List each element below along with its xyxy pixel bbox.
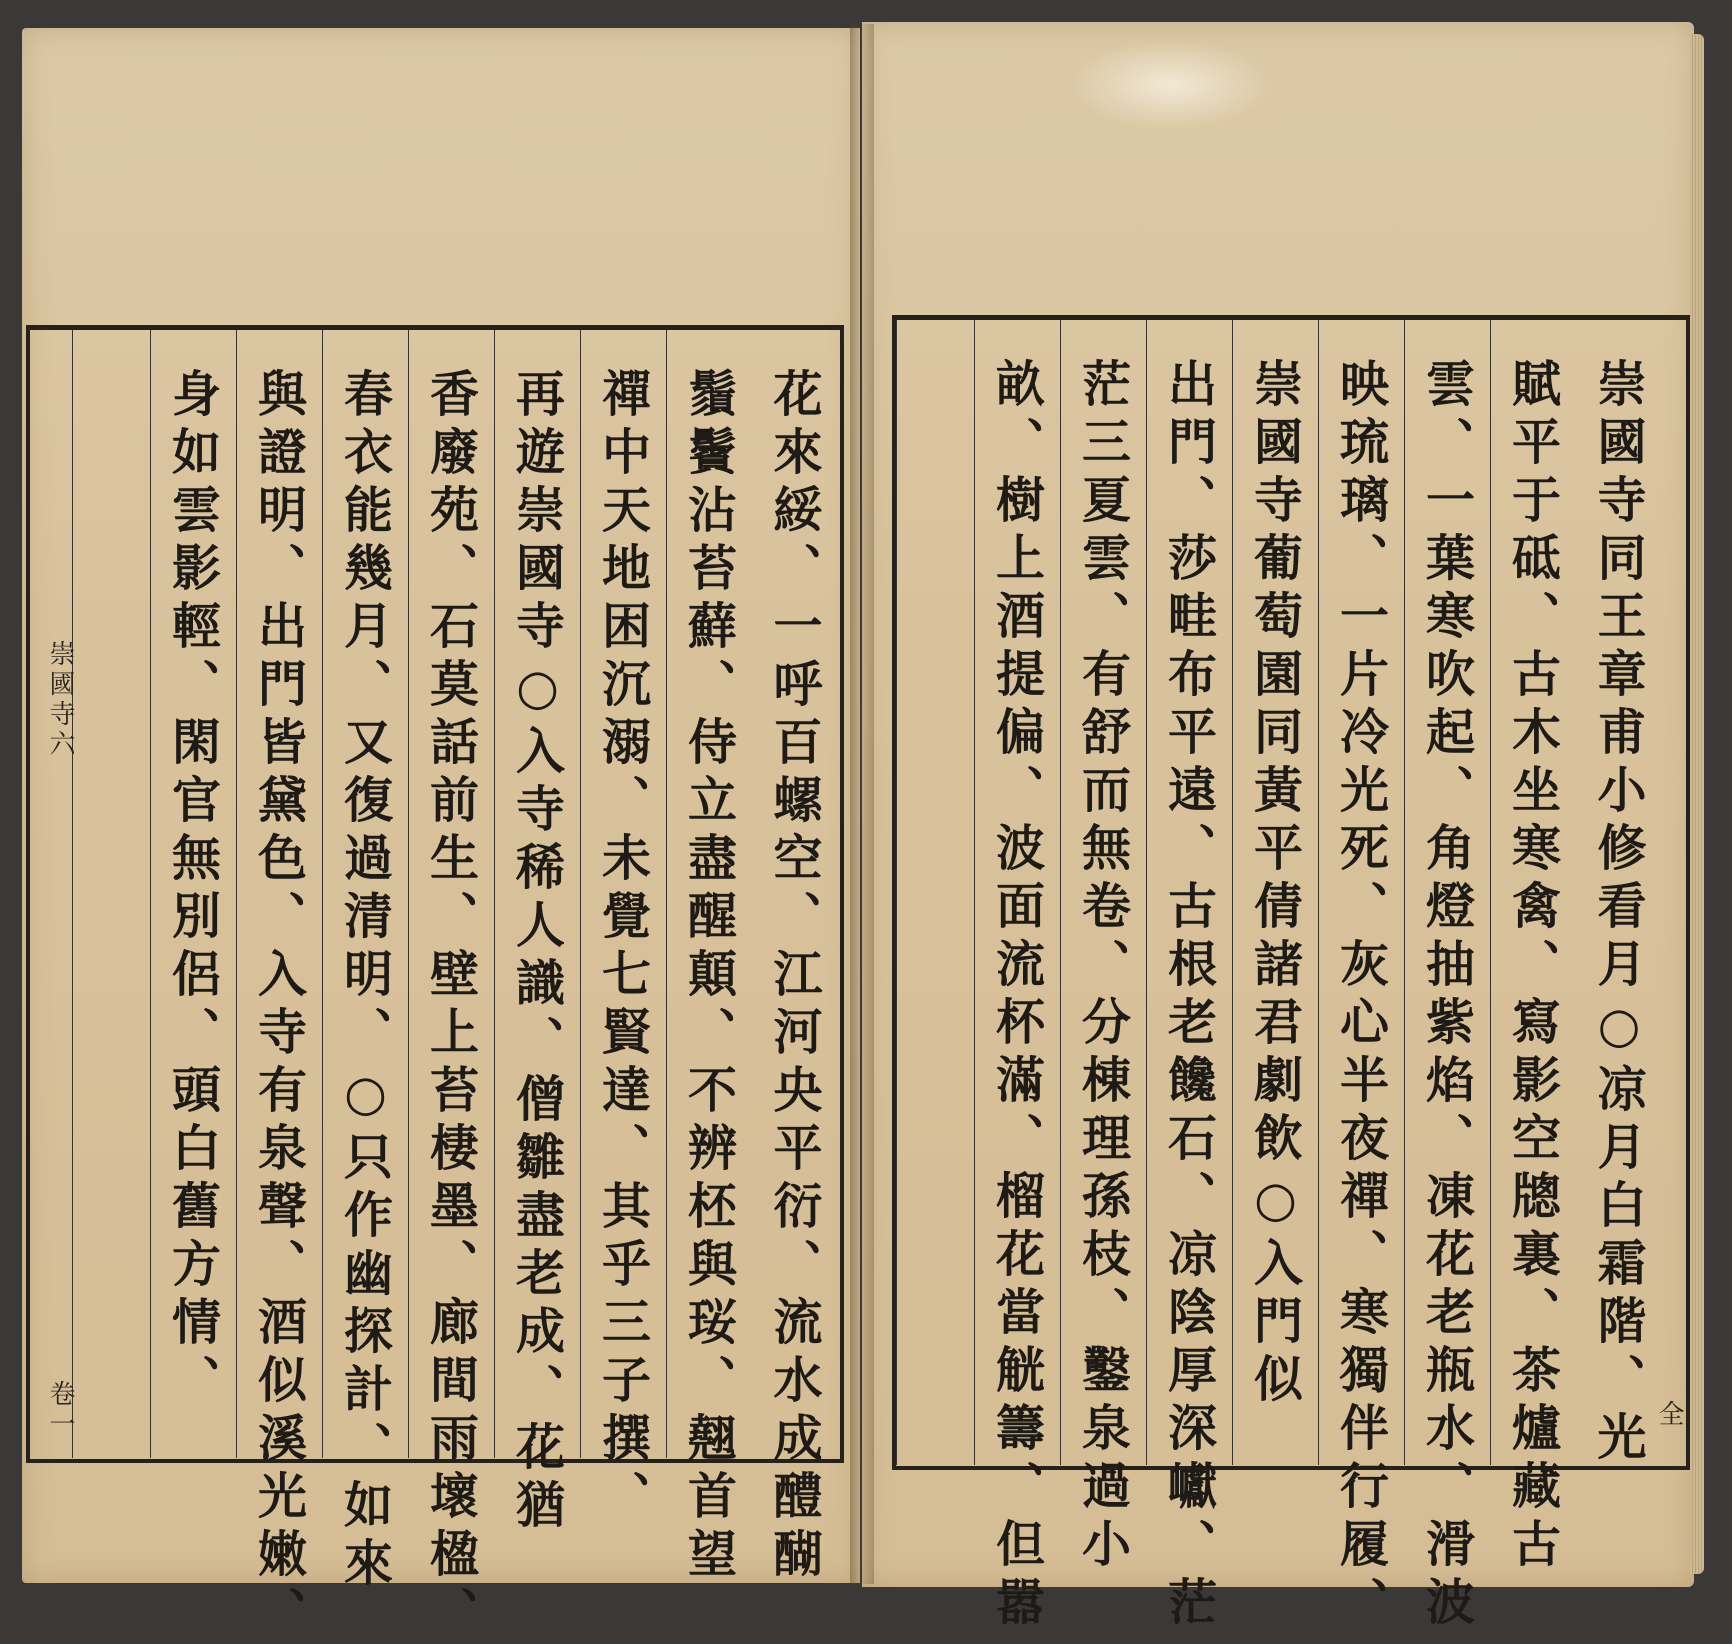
column-text: 禪中天地困沉溺、未覺七賢達、其乎三子撰、	[594, 368, 653, 1528]
margin-volume: 卷一	[45, 1380, 75, 1440]
text-column-8	[974, 320, 1060, 1634]
text-column-4	[494, 330, 580, 1537]
text-column-3	[580, 330, 666, 1528]
column-text: 花來綏、一呼百螺空、江河央平衍、流水成醴醐	[766, 368, 824, 1586]
book-gutter	[850, 24, 874, 1584]
page-edges	[1690, 34, 1704, 1574]
text-column-8	[150, 330, 236, 1458]
column-text: 春衣能幾月、又復過清明、○只作幽探計、如來	[336, 368, 395, 1595]
text-column-5	[408, 330, 494, 1644]
paper-stain	[1070, 40, 1270, 130]
column-text: 香廢苑、石莫話前生、壁上苔棲墨、廊間雨壞楹、	[422, 368, 481, 1644]
column-text: 身如雲影輕、閑官無別侶、頭白舊方情、	[164, 368, 223, 1412]
margin-column	[72, 330, 150, 1458]
column-text: 崇國寺同王章甫小修看月○凉月白霜階、光	[1590, 358, 1648, 1469]
column-text: 映琉璃、一片冷光死、灰心半夜禪、寒獨伴行履、	[1332, 358, 1391, 1634]
column-text: 鬚鬢沾苔蘚、侍立盡醒顛、不辨柸與珱、翹首望	[680, 368, 739, 1586]
column-text: 雲、一葉寒吹起、角燈抽紫焰、凍花老瓶水、滑波	[1418, 358, 1477, 1634]
column-text: 出門、莎畦布平遠、古根老饞石、凉陰厚深巘、茫	[1160, 358, 1219, 1634]
text-column-1	[1576, 320, 1662, 1469]
text-column-6	[1146, 320, 1232, 1634]
margin-page-number: 全	[1654, 1400, 1684, 1430]
column-text: 畝、樹上酒提偏、波面流杯滿、榴花當觥籌、但嚣	[988, 358, 1047, 1634]
column-text: 崇國寺葡萄園同黃平倩諸君劇飲○入門似	[1246, 358, 1305, 1411]
text-column-6	[322, 330, 408, 1595]
text-column-7	[236, 330, 322, 1644]
left-text-frame	[26, 325, 844, 1644]
column-text: 與證明、出門皆黛色、入寺有泉聲、酒似溪光嫩、	[250, 368, 309, 1644]
right-text-frame	[892, 315, 1690, 1634]
text-column-2	[1490, 320, 1576, 1576]
column-text: 再遊崇國寺○入寺稀人識、僧雛盡老成、花猶	[508, 368, 567, 1537]
text-column-7	[1060, 320, 1146, 1576]
margin-column	[896, 320, 974, 1465]
text-column-2	[666, 330, 752, 1586]
column-text: 茫三夏雲、有舒而無卷、分棟理孫枝、鑿泉過小	[1074, 358, 1133, 1576]
text-column-1	[752, 330, 838, 1586]
margin-title: 崇國寺六	[45, 640, 75, 760]
column-text: 賦平于砥、古木坐寒禽、寫影空牕裏、茶爐藏古	[1504, 358, 1563, 1576]
text-column-5	[1232, 320, 1318, 1465]
text-column-3	[1404, 320, 1490, 1634]
text-column-4	[1318, 320, 1404, 1634]
